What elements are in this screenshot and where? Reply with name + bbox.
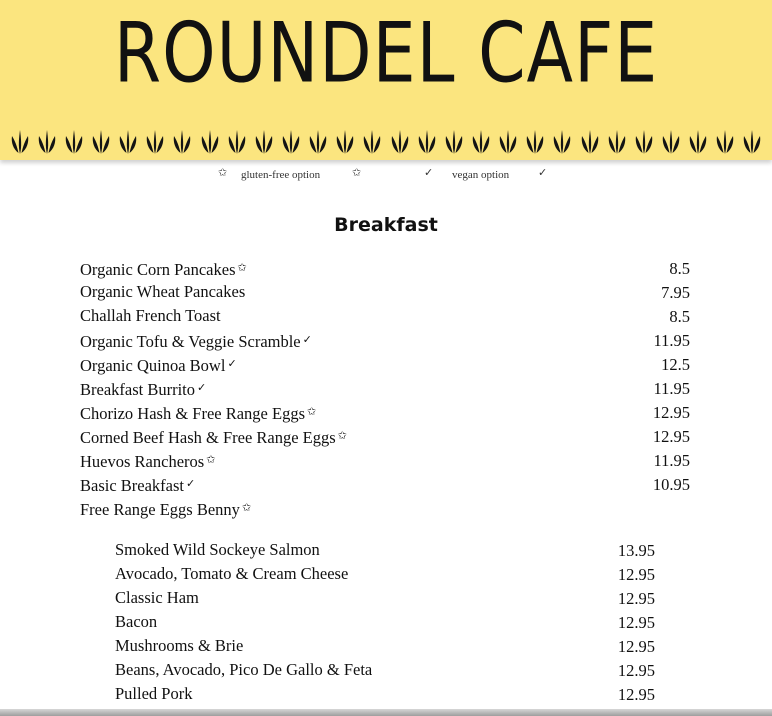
menu-item bbox=[80, 424, 690, 448]
menu-item bbox=[80, 352, 690, 376]
menu-item-name-text: Free Range Eggs Benny bbox=[80, 500, 240, 519]
leaf-ornament-icon bbox=[9, 128, 31, 156]
leaf-ornament-icon bbox=[36, 128, 58, 156]
leaf-ornament-icon bbox=[253, 128, 275, 156]
benny-option bbox=[115, 538, 655, 562]
leaf-ornament-icon bbox=[63, 128, 85, 156]
star-outline-icon: ✩ bbox=[237, 261, 247, 274]
menu-item-price: 11.95 bbox=[653, 331, 690, 350]
leaf-ornament-icon bbox=[334, 128, 356, 156]
menu-item-name bbox=[80, 424, 347, 450]
checkmark-icon: ✓ bbox=[197, 381, 207, 394]
menu-item-name bbox=[80, 328, 312, 354]
menu-item-price: 8.5 bbox=[669, 307, 690, 326]
menu-item-price: 12.95 bbox=[652, 403, 690, 422]
menu-item-name: Organic Wheat Pancakes bbox=[80, 282, 246, 301]
menu-item-price: 11.95 bbox=[653, 379, 690, 398]
leaf-ornament-icon bbox=[606, 128, 628, 156]
benny-option-name: Mushrooms & Brie bbox=[115, 636, 244, 655]
menu-item-name bbox=[80, 448, 215, 474]
leaf-ornament-icon bbox=[144, 128, 166, 156]
benny-option bbox=[115, 586, 655, 610]
leaf-ornament-icon bbox=[524, 128, 546, 156]
benny-option bbox=[115, 658, 655, 682]
leaf-ornament-icon bbox=[497, 128, 519, 156]
leaf-ornament-icon bbox=[117, 128, 139, 156]
menu-item bbox=[80, 496, 690, 520]
star-outline-icon: ✩ bbox=[206, 453, 216, 466]
menu-item-name bbox=[80, 256, 247, 282]
leaf-ornament-icon bbox=[741, 128, 763, 156]
header-banner bbox=[0, 0, 772, 160]
menu-item bbox=[80, 448, 690, 472]
menu-item-name bbox=[80, 496, 251, 522]
checkmark-icon: ✓ bbox=[186, 477, 196, 490]
dietary-legend bbox=[0, 166, 772, 186]
benny-option-name: Classic Ham bbox=[115, 588, 199, 607]
benny-option bbox=[115, 562, 655, 586]
checkmark-icon: ✓ bbox=[227, 357, 237, 370]
benny-option-price: 12.95 bbox=[617, 565, 655, 584]
menu-item-name-text: Huevos Rancheros bbox=[80, 452, 205, 471]
section-title-breakfast: Breakfast bbox=[334, 214, 438, 236]
menu-item bbox=[80, 376, 690, 400]
menu-item-price: 8.5 bbox=[669, 259, 690, 278]
checkmark-icon: ✓ bbox=[302, 333, 312, 346]
menu-item-name-text: Corned Beef Hash & Free Range Eggs bbox=[80, 428, 336, 447]
leaf-ornament-icon bbox=[389, 128, 411, 156]
menu-item-price: 11.95 bbox=[653, 451, 690, 470]
menu-item bbox=[80, 400, 690, 424]
benny-option bbox=[115, 610, 655, 634]
benny-option-name: Bacon bbox=[115, 612, 158, 631]
menu-item-price: 7.95 bbox=[661, 283, 690, 302]
leaf-ornament-icon bbox=[171, 128, 193, 156]
star-outline-icon: ✩ bbox=[307, 405, 317, 418]
menu-item-name-text: Breakfast Burrito bbox=[80, 380, 196, 399]
leaf-ornament-icon bbox=[633, 128, 655, 156]
leaf-ornament-icon bbox=[714, 128, 736, 156]
menu-item-name-text: Organic Tofu & Veggie Scramble bbox=[80, 332, 301, 351]
leaf-ornament-icon bbox=[416, 128, 438, 156]
benny-option-price: 12.95 bbox=[617, 589, 655, 608]
menu-item-name-text: Basic Breakfast bbox=[80, 476, 185, 495]
benny-option-price: 12.95 bbox=[617, 661, 655, 680]
leaf-ornament-icon bbox=[199, 128, 221, 156]
checkmark-icon: ✓ bbox=[424, 166, 434, 179]
menu-item-name: Challah French Toast bbox=[80, 306, 221, 325]
benny-option-price: 12.95 bbox=[617, 637, 655, 656]
star-outline-icon: ✩ bbox=[241, 501, 252, 514]
star-outline-icon: ✩ bbox=[337, 429, 347, 442]
benny-option-price: 12.95 bbox=[617, 685, 655, 704]
benny-option-name: Pulled Pork bbox=[115, 684, 193, 703]
leaf-ornament-icon bbox=[443, 128, 465, 156]
menu-item bbox=[80, 328, 690, 352]
benny-option-price: 12.95 bbox=[617, 613, 655, 632]
ornament-border bbox=[0, 126, 772, 158]
benny-option-name: Avocado, Tomato & Cream Cheese bbox=[115, 564, 349, 583]
window-bottom-edge bbox=[0, 709, 772, 716]
leaf-ornament-icon bbox=[470, 128, 492, 156]
vegan-label: vegan option bbox=[452, 169, 510, 181]
benny-option bbox=[115, 682, 655, 706]
menu-item-name bbox=[80, 400, 316, 426]
benny-option-name: Smoked Wild Sockeye Salmon bbox=[115, 540, 320, 559]
menu-item-price: 12.5 bbox=[661, 355, 690, 374]
menu-item bbox=[80, 472, 690, 496]
leaf-ornament-icon bbox=[307, 128, 329, 156]
leaf-ornament-icon bbox=[280, 128, 302, 156]
gluten-free-label: gluten-free option bbox=[241, 169, 321, 181]
leaf-ornament-icon bbox=[579, 128, 601, 156]
star-outline-icon: ✩ bbox=[352, 166, 362, 179]
menu-item-price: 10.95 bbox=[652, 475, 690, 494]
menu-item-name bbox=[80, 352, 237, 378]
leaf-ornament-icon bbox=[361, 128, 383, 156]
leaf-ornament-icon bbox=[660, 128, 682, 156]
benny-option bbox=[115, 634, 655, 658]
leaf-ornament-icon bbox=[90, 128, 112, 156]
benny-option-name: Beans, Avocado, Pico De Gallo & Feta bbox=[115, 660, 373, 679]
menu-item-name-text: Organic Quinoa Bowl bbox=[80, 356, 226, 375]
menu-item-name bbox=[80, 376, 206, 402]
menu-item bbox=[80, 304, 690, 328]
star-outline-icon: ✩ bbox=[218, 166, 228, 179]
menu-item-name-text: Organic Corn Pancakes bbox=[80, 260, 236, 279]
menu-item-name-text: Chorizo Hash & Free Range Eggs bbox=[80, 404, 305, 423]
cafe-title: ROUNDEL CAFE bbox=[113, 6, 659, 103]
leaf-ornament-icon bbox=[687, 128, 709, 156]
menu-item-price: 12.95 bbox=[652, 427, 690, 446]
checkmark-icon: ✓ bbox=[538, 166, 548, 179]
leaf-ornament-icon bbox=[551, 128, 573, 156]
menu-item bbox=[80, 256, 690, 280]
menu-item-name bbox=[80, 472, 195, 498]
menu-item bbox=[80, 280, 690, 304]
benny-option-price: 13.95 bbox=[617, 541, 655, 560]
leaf-ornament-icon bbox=[226, 128, 248, 156]
